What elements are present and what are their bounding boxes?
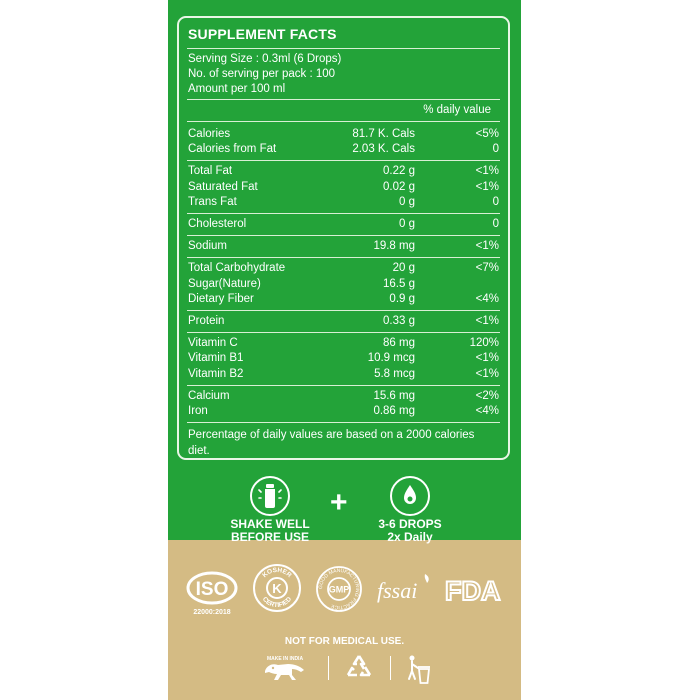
nutrient-daily-value: <4% (475, 292, 499, 305)
divider (187, 213, 500, 214)
make-in-india-lion-icon (262, 653, 308, 689)
fssai-logo (375, 570, 433, 610)
nutrient-daily-value: <4% (475, 405, 499, 417)
nutrient-daily-value: <1% (475, 240, 499, 253)
nutrient-amount: 10.9 mcg (367, 352, 415, 365)
nutrient-name: Sugar(Nature) (188, 277, 261, 290)
nutrient-row (188, 337, 499, 352)
nutrient-row (188, 278, 499, 293)
nutrient-daily-value: 0 (492, 195, 499, 208)
divider (187, 257, 500, 258)
nutrient-row (188, 405, 499, 420)
nutrient-row (188, 315, 499, 330)
nutrient-name: Sodium (188, 240, 227, 253)
nutrient-amount: 16.5 g (383, 277, 415, 290)
nutrient-daily-value: <1% (475, 165, 499, 178)
nutrient-daily-value: <1% (475, 352, 499, 365)
footer-separator (390, 656, 391, 680)
nutrient-row (188, 128, 499, 143)
gmp-arc-text: GOOD MANUFACTURING PRACTICE (317, 567, 361, 611)
iso-certification-logo (186, 570, 238, 618)
nutrient-daily-value: 0 (492, 218, 499, 230)
nutrient-name: Vitamin B2 (188, 367, 244, 380)
nutrient-amount: 0 g (399, 195, 415, 208)
nutrient-amount: 0.86 mg (373, 405, 415, 417)
nutrient-amount: 86 mg (383, 337, 415, 350)
divider (187, 422, 500, 423)
nutrient-amount: 15.6 mg (373, 389, 415, 402)
nutrient-name: Dietary Fiber (188, 292, 254, 305)
nutrient-amount: 81.7 K. Cals (352, 128, 415, 140)
iso-text: ISO (195, 579, 229, 600)
daily-value-header: % daily value (423, 104, 491, 116)
nutrient-amount: 5.8 mcg (374, 367, 415, 380)
iso-number: 22000:2018 (193, 609, 231, 616)
divider (187, 332, 500, 333)
gmp-text: GMP (328, 584, 350, 595)
kosher-certification-logo (252, 563, 302, 613)
nutrient-row (188, 165, 499, 180)
dispose-in-bin-icon (405, 653, 431, 685)
kosher-letter: K (272, 581, 282, 596)
divider (187, 385, 500, 386)
nutrient-name: Calcium (188, 389, 230, 402)
nutrient-daily-value: <1% (475, 367, 499, 380)
nutrient-row (188, 262, 499, 277)
nutrient-amount: 19.8 mg (373, 240, 415, 253)
divider (187, 48, 500, 49)
nutrient-row (188, 390, 499, 405)
nutrient-amount: 2.03 K. Cals (352, 143, 415, 156)
not-for-medical-use: NOT FOR MEDICAL USE. (284, 636, 405, 647)
nutrient-name: Trans Fat (188, 195, 237, 208)
plus-sign: + (330, 486, 348, 519)
nutrient-amount: 0.02 g (383, 180, 415, 193)
divider (187, 310, 500, 311)
nutrient-row (188, 352, 499, 367)
nutrient-row (188, 143, 499, 158)
shake-line-2: BEFORE USE (230, 530, 309, 544)
nutrient-daily-value: 120% (469, 337, 499, 350)
fda-logo (443, 573, 505, 607)
gmp-certification-logo (315, 565, 363, 613)
daily-value-footnote: Percentage of daily values are based on a 2000 calories diet. (188, 429, 475, 458)
dosage-instruction (355, 476, 465, 544)
shake-well-instruction (215, 476, 325, 544)
nutrient-name: Iron (188, 405, 208, 417)
nutrient-daily-value: <1% (475, 315, 499, 327)
nutrient-daily-value: 0 (492, 143, 499, 156)
nutrient-row (188, 196, 499, 211)
nutrient-amount: 0.33 g (383, 315, 415, 327)
supplement-facts-box (177, 16, 510, 460)
nutrient-name: Vitamin B1 (188, 352, 244, 365)
amount-per: Amount per 100 ml (188, 83, 286, 95)
nutrient-daily-value: <7% (475, 262, 499, 275)
nutrient-name: Cholesterol (188, 218, 247, 230)
make-in-india-text: MAKE IN INDIA (266, 656, 304, 662)
nutrient-name: Vitamin C (188, 337, 238, 350)
nutrient-row (188, 240, 499, 255)
divider (187, 235, 500, 236)
nutrient-name: Total Carbohydrate (188, 262, 286, 275)
drops-line-2: 2x Daily (387, 530, 433, 544)
nutrient-amount: 0.22 g (383, 165, 415, 178)
nutrient-name: Total Fat (188, 165, 233, 178)
shake-line-1: SHAKE WELL (230, 517, 310, 531)
drops-line-1: 3-6 DROPS (378, 517, 442, 531)
divider (187, 160, 500, 161)
facts-title: SUPPLEMENT FACTS (188, 26, 337, 42)
nutrient-name: Protein (188, 315, 225, 327)
fssai-text: fssai (377, 578, 418, 603)
nutrient-name: Saturated Fat (188, 180, 258, 193)
divider (187, 121, 500, 122)
nutrient-row (188, 181, 499, 196)
nutrient-daily-value: <1% (475, 180, 499, 193)
shake-bottle-icon (250, 476, 290, 516)
nutrient-row (188, 368, 499, 383)
nutrient-amount: 0 g (399, 218, 415, 230)
nutrient-daily-value: <5% (475, 128, 499, 140)
nutrient-daily-value: <2% (475, 389, 499, 402)
dropper-icon (390, 476, 430, 516)
product-label-panel (168, 0, 521, 700)
nutrient-amount: 0.9 g (389, 292, 415, 305)
nutrient-row (188, 293, 499, 308)
fda-text: FDA (445, 576, 501, 606)
nutrient-name: Calories from Fat (188, 143, 277, 156)
servings-per-pack: No. of serving per pack : 100 (188, 68, 336, 80)
footer-separator (328, 656, 329, 680)
nutrient-amount: 20 g (392, 262, 415, 275)
divider (187, 99, 500, 100)
kosher-top-text: KOSHER (261, 566, 293, 580)
kosher-bottom-text: CERTIFIED (260, 595, 294, 610)
serving-size: Serving Size : 0.3ml (6 Drops) (188, 53, 342, 65)
nutrient-name: Calories (188, 128, 231, 140)
nutrient-row (188, 218, 499, 233)
recycle-icon (344, 653, 374, 683)
